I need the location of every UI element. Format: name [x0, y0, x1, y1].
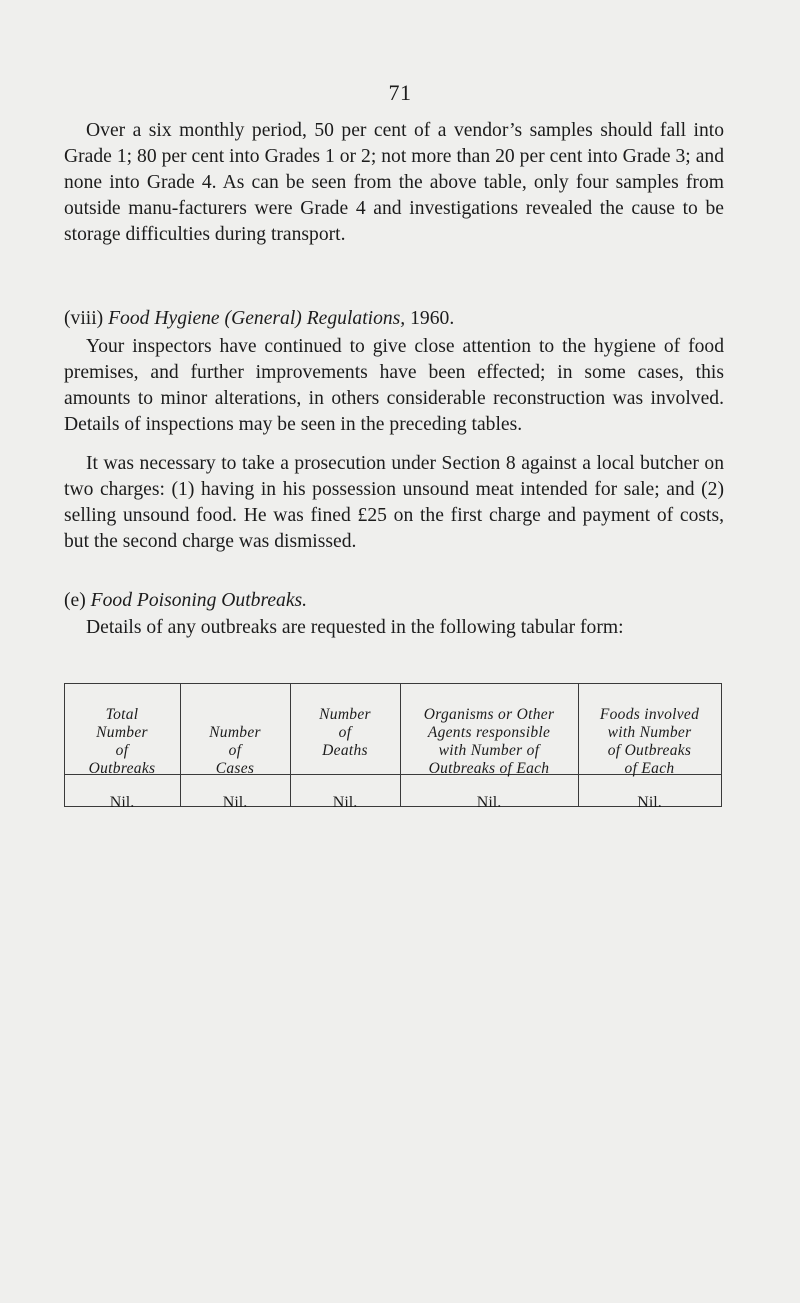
section-title: Food Hygiene [108, 308, 220, 329]
header-organisms: Organisms or Other Agents responsible with Number of Outbreaks of Each [423, 706, 555, 777]
paragraph-sample-grades: Over a six monthly period, 50 per cent of a vendor’s samples should fall into Grade 1; 80 per cent into Grades 1 or 2; not more than 20 per cent into Grade 3; and none into Grade 4. As can be seen from the above table, only four samples from outside manu-facturers were Grade 4 and investigations revealed the cause to be storage difficulties during transport. [64, 120, 724, 245]
cell-number-of-cases: Nil. [222, 794, 248, 811]
header-number-of-deaths: Number of Deaths [319, 706, 371, 759]
header-foods-involved: Foods involved with Number of Outbreaks of Each [599, 706, 700, 777]
page-number: 71 [388, 80, 412, 105]
section-number: (e) [64, 590, 86, 611]
section-number: (viii) [64, 308, 104, 329]
cell-total-outbreaks: Nil. [109, 794, 135, 811]
outbreaks-table [64, 683, 722, 811]
header-number-of-cases: Number of Cases [209, 724, 261, 777]
section-heading-food-hygiene [64, 306, 724, 332]
section-subtitle: (General) Regulations, [224, 308, 406, 329]
paragraph-prosecution: It was necessary to take a prosecution under Section 8 against a local butcher on two charges: (1) having in his possession unsound meat intended for sale; and (2) selling unsound food. He was fined £25 on the first charge and payment of costs, but the second charge was dismissed. [64, 453, 724, 552]
header-total-outbreaks: Total Number of Outbreaks [88, 706, 156, 777]
paragraph-food-premises: Your inspectors have continued to give close attention to the hygiene of food premises, and further improvements have been effected; in some cases, this amounts to minor alterations, in others considerable reconstruction was involved. Details of inspections may be seen in the preceding tables. [64, 336, 724, 435]
section-heading-food-poisoning [64, 588, 724, 614]
cell-number-of-deaths: Nil. [332, 794, 358, 811]
section-year: 1960. [410, 308, 455, 329]
cell-organisms: Nil. [476, 794, 502, 811]
section-title: Food Poisoning Outbreaks. [90, 590, 308, 611]
cell-foods-involved: Nil. [637, 794, 662, 811]
paragraph-tabular-form: Details of any outbreaks are requested in the following tabular form: [86, 617, 624, 638]
table-border-right [721, 684, 722, 806]
